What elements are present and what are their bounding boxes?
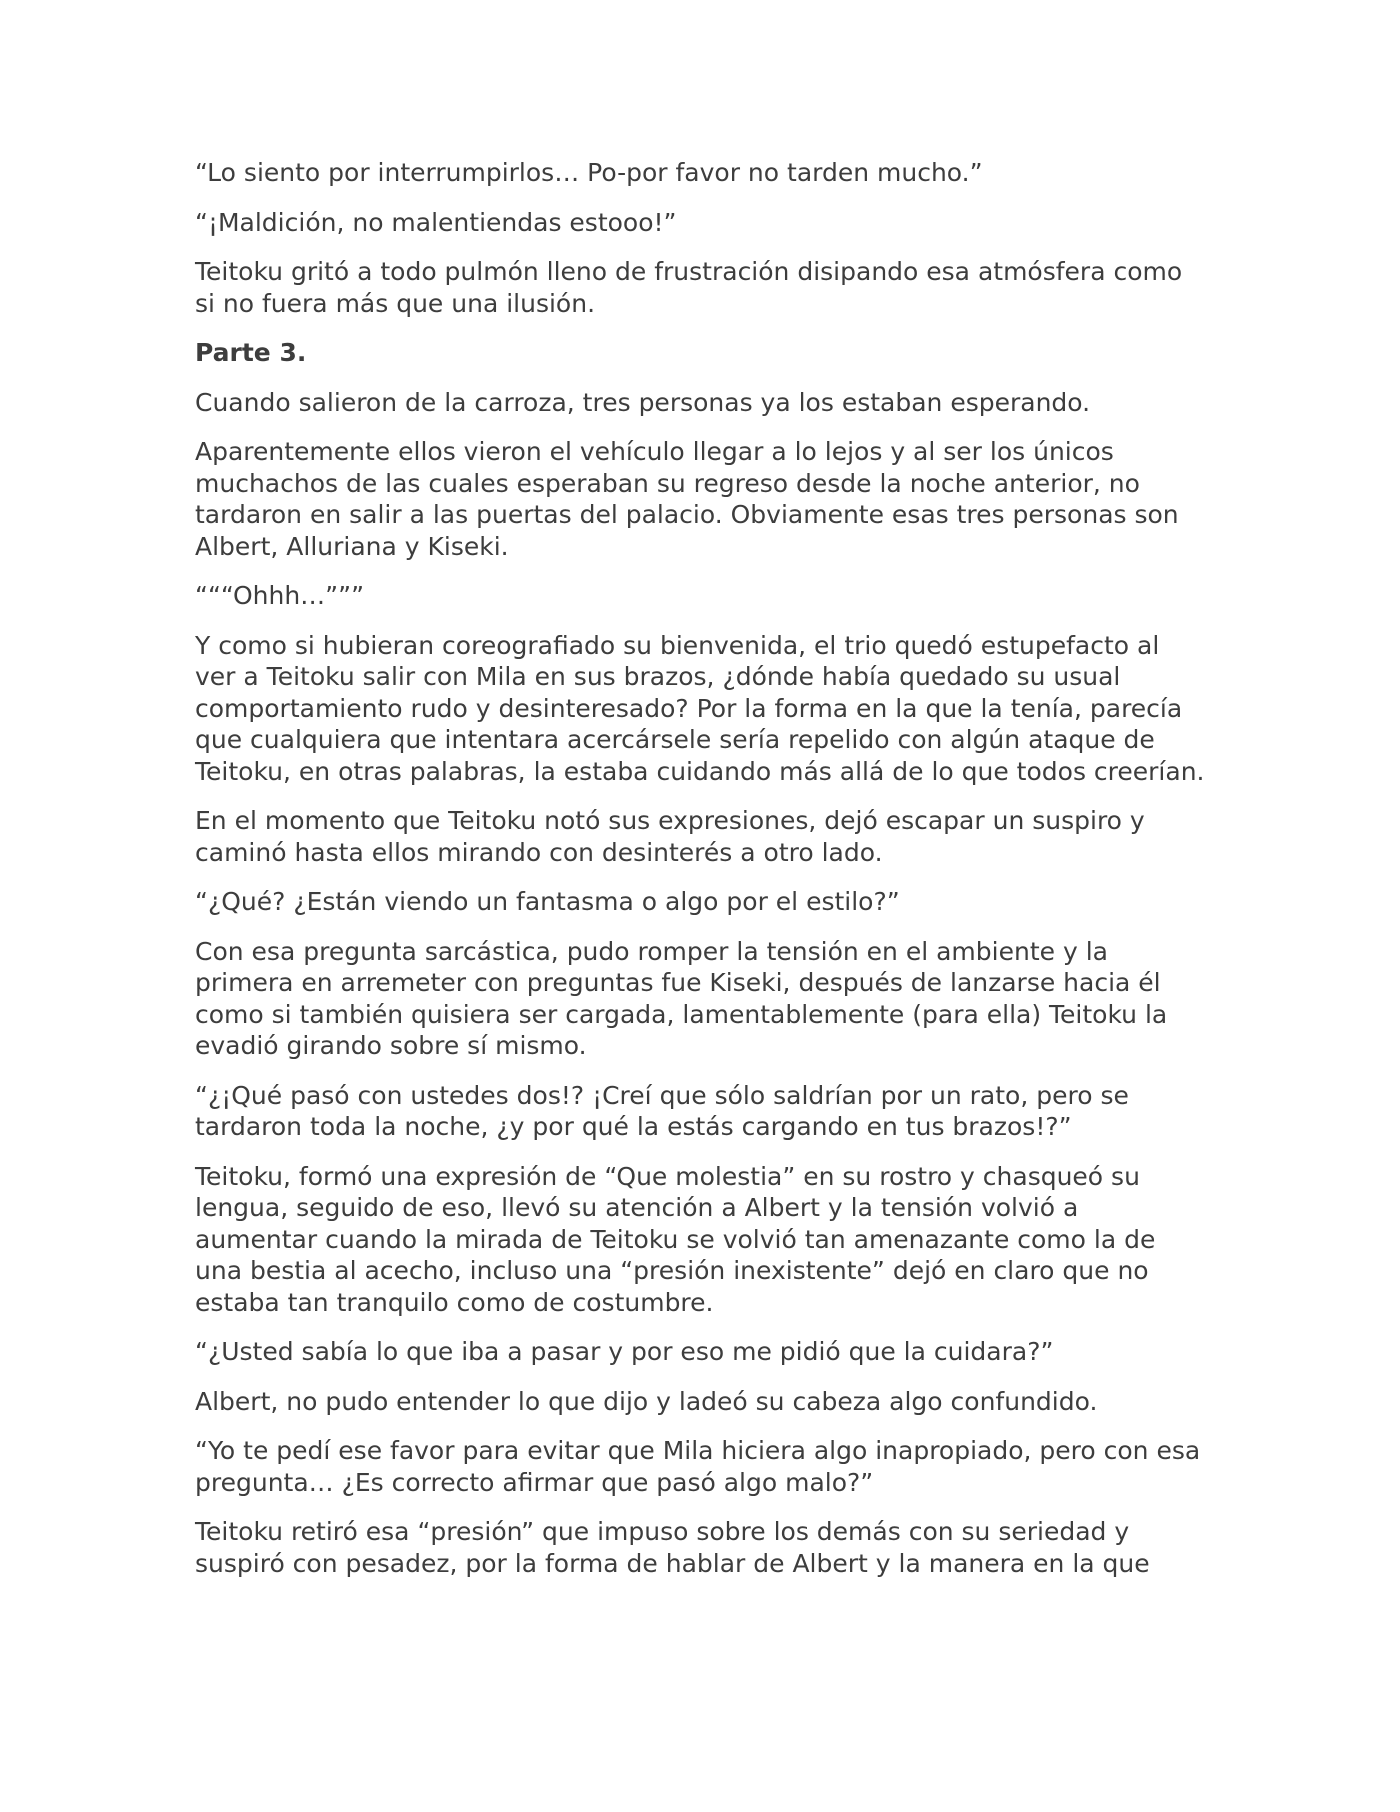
paragraph-15: “Yo te pedí ese favor para evitar que Mila hiciera algo inapropiado, pero con esa pregunta… ¿Es correcto afirmar que pasó algo malo?” bbox=[195, 1436, 1201, 1497]
paragraph-12: Teitoku, formó una expresión de “Que molestia” en su rostro y chasqueó su lengua, seguido de eso, llevó su atención a Albert y la tensión volvió a aumentar cuando la mirada de Teitoku se volvió tan amenazante como la de una bestia al acecho, incluso una “presión inexistente” dejó en claro que no estaba tan tranquilo como de costumbre. bbox=[195, 1161, 1156, 1317]
paragraph-11: “¿¡Qué pasó con ustedes dos!? ¡Creí que sólo saldrían por un rato, pero se tardaron toda la noche, ¿y por qué la estás cargando en tus brazos!?” bbox=[195, 1080, 1129, 1141]
document-body bbox=[195, 157, 1205, 1597]
paragraph-16: Teitoku retiró esa “presión” que impuso sobre los demás con su seriedad y suspiró con pesadez, por la forma de hablar de Albert y la manera en la que bbox=[195, 1517, 1150, 1578]
section-heading: Parte 3. bbox=[195, 338, 307, 367]
paragraph-5: Aparentemente ellos vieron el vehículo llegar a lo lejos y al ser los únicos muchachos de las cuales esperaban su regreso desde la noche anterior, no tardaron en salir a las puertas del palacio. Obviamente esas tres personas son Albert, Alluriana y Kiseki. bbox=[195, 437, 1179, 561]
paragraph-7: Y como si hubieran coreografiado su bienvenida, el trio quedó estupefacto al ver a Teitoku salir con Mila en sus brazos, ¿dónde había quedado su usual comportamiento rudo y desinteresado? Por la forma en la que la tenía, parecía que cualquiera que intentara acercársele sería repelido con algún ataque de Teitoku, en otras palabras, la estaba cuidando más allá de lo que todos creerían. bbox=[195, 630, 1205, 786]
paragraph-1: “Lo siento por interrumpirlos… Po-por favor no tarden mucho.” bbox=[195, 158, 983, 187]
paragraph-2: “¡Maldición, no malentiendas estooo!” bbox=[195, 207, 677, 237]
paragraph-8: En el momento que Teitoku notó sus expresiones, dejó escapar un suspiro y caminó hasta ellos mirando con desinterés a otro lado. bbox=[195, 806, 1145, 867]
paragraph-13: “¿Usted sabía lo que iba a pasar y por eso me pidió que la cuidara?” bbox=[195, 1337, 1054, 1366]
paragraph-9: “¿Qué? ¿Están viendo un fantasma o algo por el estilo?” bbox=[195, 887, 900, 916]
paragraph-3: Teitoku gritó a todo pulmón lleno de frustración disipando esa atmósfera como si no fuera más que una ilusión. bbox=[195, 257, 1183, 318]
paragraph-14: Albert, no pudo entender lo que dijo y ladeó su cabeza algo confundido. bbox=[195, 1386, 1098, 1416]
paragraph-4: Cuando salieron de la carroza, tres personas ya los estaban esperando. bbox=[195, 387, 1091, 417]
paragraph-6: “““Ohhh…””” bbox=[195, 581, 365, 610]
paragraph-10: Con esa pregunta sarcástica, pudo romper la tensión en el ambiente y la primera en arremeter con preguntas fue Kiseki, después de lanzarse hacia él como si también quisiera ser cargada, lamentablemente (para ella) Teitoku la evadió girando sobre sí mismo. bbox=[195, 936, 1168, 1060]
